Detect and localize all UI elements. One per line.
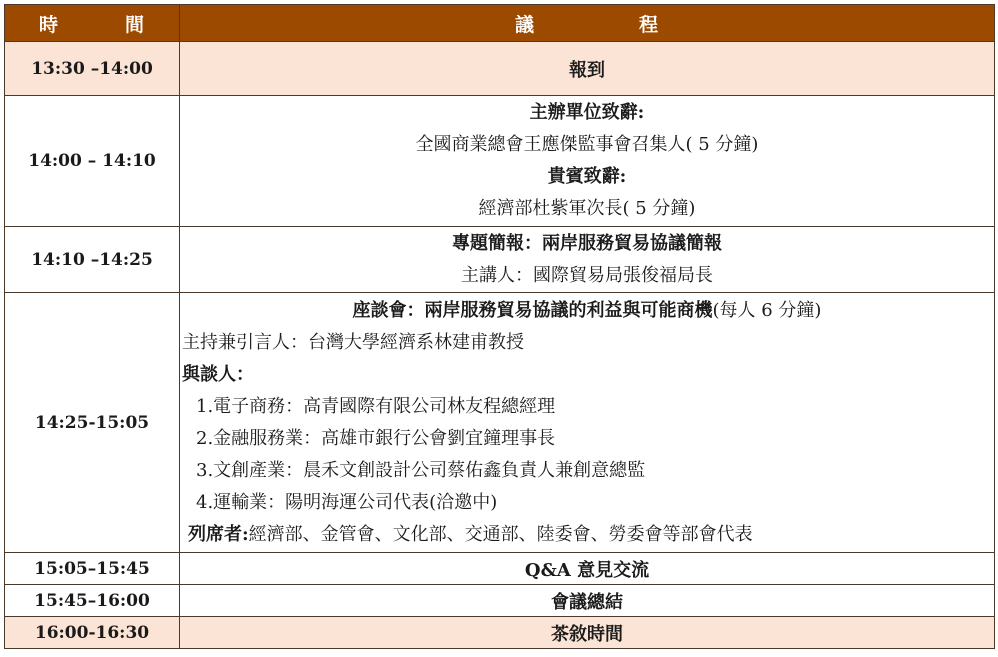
program-line: 主辦單位致辭:	[529, 102, 645, 123]
program-line: 專題簡報：兩岸服務貿易協議簡報	[452, 232, 722, 254]
table-row	[5, 617, 995, 649]
table-row	[5, 42, 995, 96]
header-row	[5, 5, 995, 42]
program-header-char-2: 程	[638, 13, 659, 36]
program-cell	[180, 227, 995, 293]
panel-host: 主持兼引言人：台灣大學經濟系林建甫教授	[182, 331, 524, 353]
time-cell: 15:45–16:00	[5, 585, 180, 617]
attendees-label: 列席者:	[188, 523, 249, 545]
program-cell: Q&A 意見交流	[180, 553, 995, 585]
panelist-item: 1.電子商務：高青國際有限公司林友程總經理	[196, 395, 556, 417]
table-row	[5, 293, 995, 553]
time-header-char-1: 時	[39, 13, 60, 36]
table-row	[5, 96, 995, 227]
program-cell: 茶敘時間	[180, 617, 995, 649]
time-cell: 14:10 –14:25	[5, 227, 180, 293]
panel-title-note: (每人 6 分鐘)	[712, 299, 822, 321]
table-row	[5, 585, 995, 617]
program-line: 經濟部杜紫軍次長( 5 分鐘)	[478, 198, 696, 219]
time-cell: 15:05–15:45	[5, 553, 180, 585]
program-cell	[180, 293, 995, 553]
panel-label: 與談人：	[182, 363, 254, 385]
program-line: 貴賓致辭:	[547, 166, 627, 187]
time-cell: 14:00 – 14:10	[5, 96, 180, 227]
time-cell: 13:30 –14:00	[5, 42, 180, 96]
program-line: 全國商業總會王應傑監事會召集人( 5 分鐘)	[415, 134, 759, 155]
panel-title	[180, 295, 994, 327]
time-header-char-2: 間	[124, 13, 145, 36]
program-column-header	[180, 5, 995, 42]
panelist-item: 3.文創產業：晨禾文創設計公司蔡佑鑫負責人兼創意總監	[196, 459, 646, 481]
attendees-line	[180, 519, 994, 551]
table-row	[5, 227, 995, 293]
panel-title-bold: 座談會：兩岸服務貿易協議的利益與可能商機	[352, 299, 713, 321]
panelist-item: 4.運輸業：陽明海運公司代表(洽邀中)	[196, 491, 498, 513]
agenda-table	[4, 4, 995, 649]
program-line: 主講人：國際貿易局張俊福局長	[461, 264, 713, 286]
time-cell: 16:00-16:30	[5, 617, 180, 649]
panelist-item: 2.金融服務業：高雄市銀行公會劉宜鐘理事長	[196, 427, 556, 449]
time-cell: 14:25-15:05	[5, 293, 180, 553]
time-column-header	[5, 5, 180, 42]
table-row	[5, 553, 995, 585]
program-cell: 報到	[180, 42, 995, 96]
program-cell	[180, 96, 995, 227]
attendees-list: 經濟部、金管會、文化部、交通部、陸委會、勞委會等部會代表	[248, 523, 753, 545]
program-header-char-1: 議	[515, 13, 536, 36]
program-cell: 會議總結	[180, 585, 995, 617]
